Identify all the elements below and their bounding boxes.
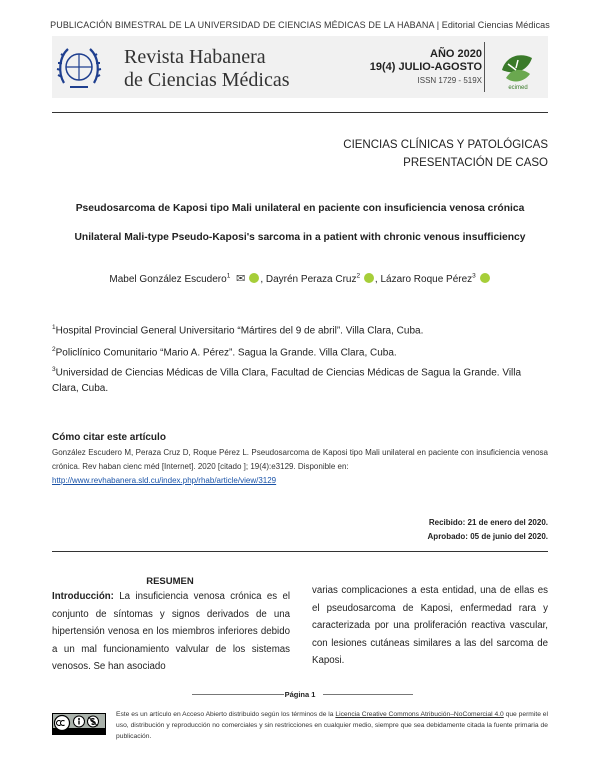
university-crest-icon [56, 43, 102, 91]
creative-commons-badge-icon [52, 713, 106, 735]
citation-body: González Escudero M, Peraza Cruz D, Roque Pérez L. Pseudosarcoma de Kaposi tipo Mali unilateral en paciente con insuficiencia venosa crónica. Rev haban cienc méd [Internet]. 2020 [citado ]; 19(4):e3129. Disponible en: [52, 448, 548, 471]
orcid-icon[interactable] [364, 273, 374, 283]
masthead-divider [484, 42, 485, 92]
affiliation-sup: 2 [52, 346, 56, 353]
author-list [52, 272, 548, 285]
abstract-intro-label: Introducción: [52, 591, 114, 602]
page-rule-right [323, 694, 413, 695]
orcid-icon[interactable] [249, 273, 259, 283]
masthead [52, 36, 548, 98]
dates [428, 516, 548, 544]
abstract-column-1 [52, 588, 290, 676]
affiliation-sup: 3 [52, 366, 56, 373]
citation-link[interactable]: http://www.revhabanera.sld.cu/index.php/rhab/article/view/3129 [52, 476, 277, 485]
affiliation [52, 362, 548, 397]
header-rule [52, 112, 548, 113]
author-sup: 3 [472, 272, 476, 280]
issn: ISSN 1729 - 519X [417, 76, 482, 85]
page-number: Página 1 [284, 690, 316, 699]
author-name: Mabel González Escudero [109, 274, 227, 285]
section-line1: CIENCIAS CLÍNICAS Y PATOLÓGICAS [343, 139, 548, 151]
author-sup: 1 [226, 272, 231, 280]
abstract-column-2: varias complicaciones a esta entidad, una de ellas es el pseudosarcoma de Kaposi, enfermedad rara y caracterizada por una proliferación reactiva vascular, con lesiones cutáneas similares a las del sarcoma de Kaposi. [312, 585, 548, 666]
affiliation-text: Universidad de Ciencias Médicas de Villa Clara, Facultad de Ciencias Médicas de Sagua la Grande. Villa Clara, Cuba. [52, 367, 522, 395]
affiliation [52, 320, 548, 339]
orcid-icon[interactable] [480, 273, 490, 283]
section-line2: PRESENTACIÓN DE CASO [403, 157, 548, 169]
issue-year: AÑO 2020 [430, 48, 482, 60]
received-date: Recibido: 21 de enero del 2020. [428, 518, 548, 527]
abstract-col1-text: La insuficiencia venosa crónica es el conjunto de síntomas y signos derivados de una hipertensión venosa en los miembros inferiores debido a un mal funcionamiento valvular de los sistemas venosos. Se han asociado [52, 591, 290, 672]
abstract-heading: RESUMEN [146, 576, 194, 587]
affiliation-sup: 1 [52, 324, 56, 331]
ecimed-logo-icon [498, 48, 536, 88]
article-title-en: Unilateral Mali-type Pseudo-Kaposi's sarcoma in a patient with chronic venous insufficiency [74, 232, 526, 243]
affiliation-text: Policlínico Comunitario “Mario A. Pérez”. Sagua la Grande. Villa Clara, Cuba. [55, 347, 397, 359]
affiliation [52, 342, 548, 361]
abstract-rule [52, 551, 548, 552]
publication-line: PUBLICACIÓN BIMESTRAL DE LA UNIVERSIDAD DE CIENCIAS MÉDICAS DE LA HABANA | Editorial Ciencias Médicas [50, 20, 550, 30]
author-sup: 2 [356, 272, 361, 280]
issue-number: 19(4) JULIO-AGOSTO [369, 61, 482, 73]
license-text [116, 709, 548, 742]
license-pre: Este es un artículo en Acceso Abierto distribuido según los términos de la [116, 711, 336, 718]
journal-title-line1: Revista Habanera [124, 46, 266, 68]
ecimed-label: ecimed [508, 85, 528, 91]
journal-title [124, 46, 290, 92]
email-icon[interactable]: ✉ [236, 273, 246, 285]
approved-date: Aprobado: 05 de junio del 2020. [427, 532, 548, 541]
journal-title-line2: de Ciencias Médicas [124, 69, 290, 91]
license-link[interactable]: Licencia Creative Commons Atribución–NoComercial 4.0 [335, 711, 504, 718]
section-heading [343, 136, 548, 172]
affiliation-text: Hospital Provincial General Universitario “Mártires del 9 de abril”. Villa Clara, Cuba. [55, 325, 424, 337]
article-title-es: Pseudosarcoma de Kaposi tipo Mali unilateral en paciente con insuficiencia venosa crónica [75, 203, 525, 214]
citation-text [52, 446, 548, 488]
author-name: , Dayrén Peraza Cruz [260, 274, 357, 285]
citation-heading: Cómo citar este artículo [52, 432, 166, 443]
author-name: , Lázaro Roque Pérez [374, 274, 473, 285]
license-post: que permite el uso, distribución y reproducción no comerciales y sin restricciones en cualquier medio, siempre que sea debidamente citada la fuente primaria de publicación. [116, 711, 548, 740]
issue-info [370, 48, 482, 87]
